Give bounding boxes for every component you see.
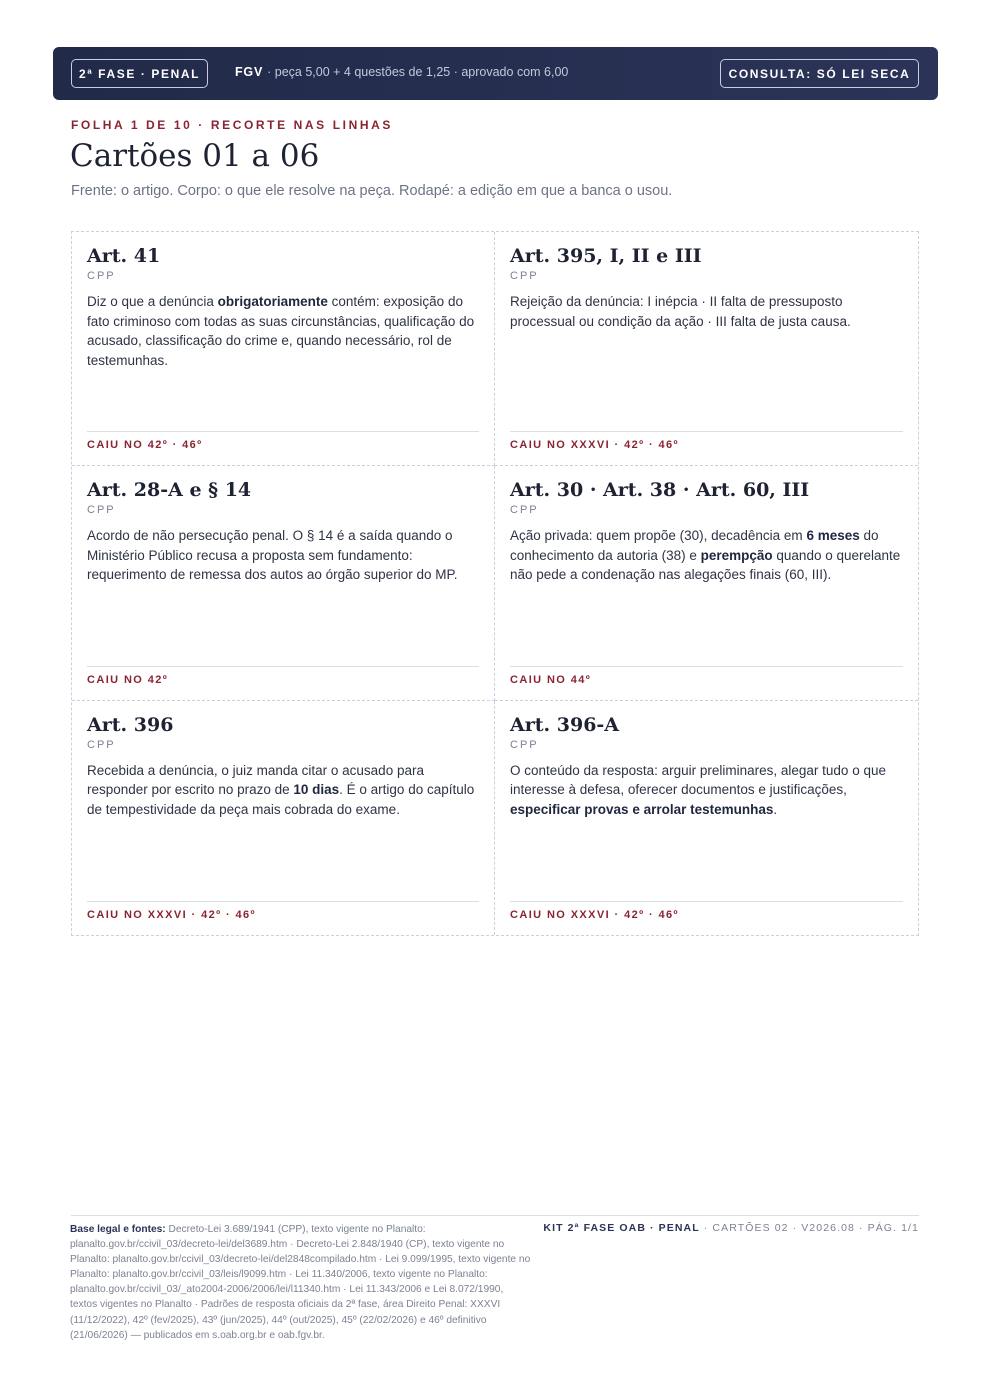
card-title: Art. 41 [87, 245, 161, 267]
card-body-emphasis: especificar provas e arrolar testemunhas [510, 801, 774, 817]
card-title: Art. 28-A e § 14 [87, 479, 252, 502]
exam-brand: FGV [235, 64, 264, 79]
card-footer: CAIU NO 42º · 46º [87, 431, 479, 451]
card-body-text: . É o artigo do capítulo de tempestividade da peça mais cobrada do exame. [87, 782, 475, 817]
card-body [87, 292, 479, 370]
card-body-text: do conhecimento da autoria (38) e [510, 528, 879, 563]
card-footer: CAIU NO XXXVI · 42º · 46º [510, 901, 903, 921]
card [72, 701, 495, 935]
card-body-emphasis: obrigatoriamente [217, 294, 328, 309]
card-body-text: Recebida a denúncia, o juiz manda citar o acusado para responder por escrito no prazo de [87, 762, 424, 798]
card [495, 701, 918, 935]
card-footer: CAIU NO 44º [510, 666, 903, 686]
consult-badge: CONSULTA: SÓ LEI SECA [720, 59, 919, 88]
card-title: Art. 396 [87, 713, 174, 736]
footer-divider [71, 1215, 919, 1216]
card-body-emphasis: 6 meses [806, 528, 860, 544]
page-subtitle: Frente: o artigo. Corpo: o que ele resolve na peça. Rodapé: a edição em que a banca o usou. [71, 183, 673, 199]
card-footer: CAIU NO XXXVI · 42º · 46º [510, 431, 903, 451]
phase-badge: 2ª FASE · PENAL [71, 59, 208, 88]
card-code: CPP [510, 504, 539, 517]
card-body [510, 292, 903, 331]
page-title: Cartões 01 a 06 [70, 138, 320, 174]
card-title: Art. 396-A [510, 713, 620, 736]
sources-label: Base legal e fontes: [70, 1224, 166, 1235]
card-body-emphasis: 10 dias [293, 782, 340, 798]
card-body-text: contém: exposição do fato criminoso com todas as suas circunstâncias, qualificação do acusado, classificação do crime e, quando necessário, rol de testemunhas. [87, 294, 475, 368]
card-body-text: Acordo de não persecução penal. O § 14 é a saída quando o Ministério Público recusa a proposta sem fundamento: requerimento de remessa dos autos ao órgão superior do MP. [87, 528, 458, 583]
top-banner [53, 47, 938, 100]
card [72, 232, 495, 466]
card-code: CPP [87, 504, 116, 517]
card [495, 232, 918, 466]
sheet-kicker: FOLHA 1 DE 10 · RECORTE NAS LINHAS [71, 118, 393, 132]
card-code: CPP [87, 270, 116, 282]
card-body [510, 761, 903, 820]
card-title: Art. 30 · Art. 38 · Art. 60, III [510, 479, 810, 502]
card-body-text: Diz o que a denúncia [87, 294, 218, 309]
colophon [543, 1222, 919, 1234]
exam-scoring: · peça 5,00 + 4 questões de 1,25 · aprovado com 6,00 [267, 64, 569, 79]
card [495, 466, 918, 700]
card-body [87, 761, 479, 820]
sources-note [70, 1222, 532, 1343]
card-code: CPP [87, 738, 116, 751]
card-body-text: O conteúdo da resposta: arguir preliminares, alegar tudo o que interesse à defesa, oferecer documentos e justificações, [510, 762, 886, 798]
kit-info: · CARTÕES 02 · V2026.08 · PÁG. 1/1 [703, 1222, 919, 1234]
card-body-text: quando o querelante não pede a condenação nas alegações finais (60, III). [510, 547, 901, 583]
card-grid [71, 231, 919, 936]
card-code: CPP [510, 738, 539, 751]
card-code: CPP [510, 270, 539, 282]
card [72, 466, 495, 700]
card-footer: CAIU NO XXXVI · 42º · 46º [87, 901, 479, 921]
card-title: Art. 395, I, II e III [510, 245, 702, 267]
card-body-emphasis: perempção [700, 547, 773, 563]
sources-text: Decreto-Lei 3.689/1941 (CPP), texto vigente no Planalto: planalto.gov.br/ccivil_03/decreto-lei/del3689.htm · Decreto-Lei 2.848/1940 (CP), texto vigente no Planalto: planalto.gov.br/ccivil_03/decreto-lei/del2848compilado.htm · Lei 9.099/1995, texto vigente no Planalto: planalto.gov.br/ccivil_03/leis/l9099.htm · Lei 11.340/2006, texto vigente no Planalto: planalto.gov.br/ccivil_03/_ato2004-2006/2006/lei/l11340.htm · Lei 11.343/2006 e Lei 8.072/1990, textos vigentes no Planalto · Padrões de resposta oficiais da 2ª fase, área Direito Penal: XXXVI (11/12/2022), 42º (fev/2025), 43º (jun/2025), 44º (out/2025), 45º (22/02/2026) e 46º definitivo (21/06/2026) — publicados em s.oab.org.br e oab.fgv.br. [70, 1224, 531, 1341]
card-body [87, 526, 479, 585]
card-footer: CAIU NO 42º [87, 666, 479, 686]
exam-info [235, 45, 568, 98]
card-body [510, 526, 903, 585]
card-body-text: Rejeição da denúncia: I inépcia · II falta de pressuposto processual ou condição da ação · III falta de justa causa. [510, 294, 851, 329]
kit-label: KIT 2ª FASE OAB · PENAL [543, 1222, 700, 1234]
card-body-text: . [773, 801, 778, 817]
card-body-text: Ação privada: quem propõe (30), decadência em [510, 528, 807, 544]
